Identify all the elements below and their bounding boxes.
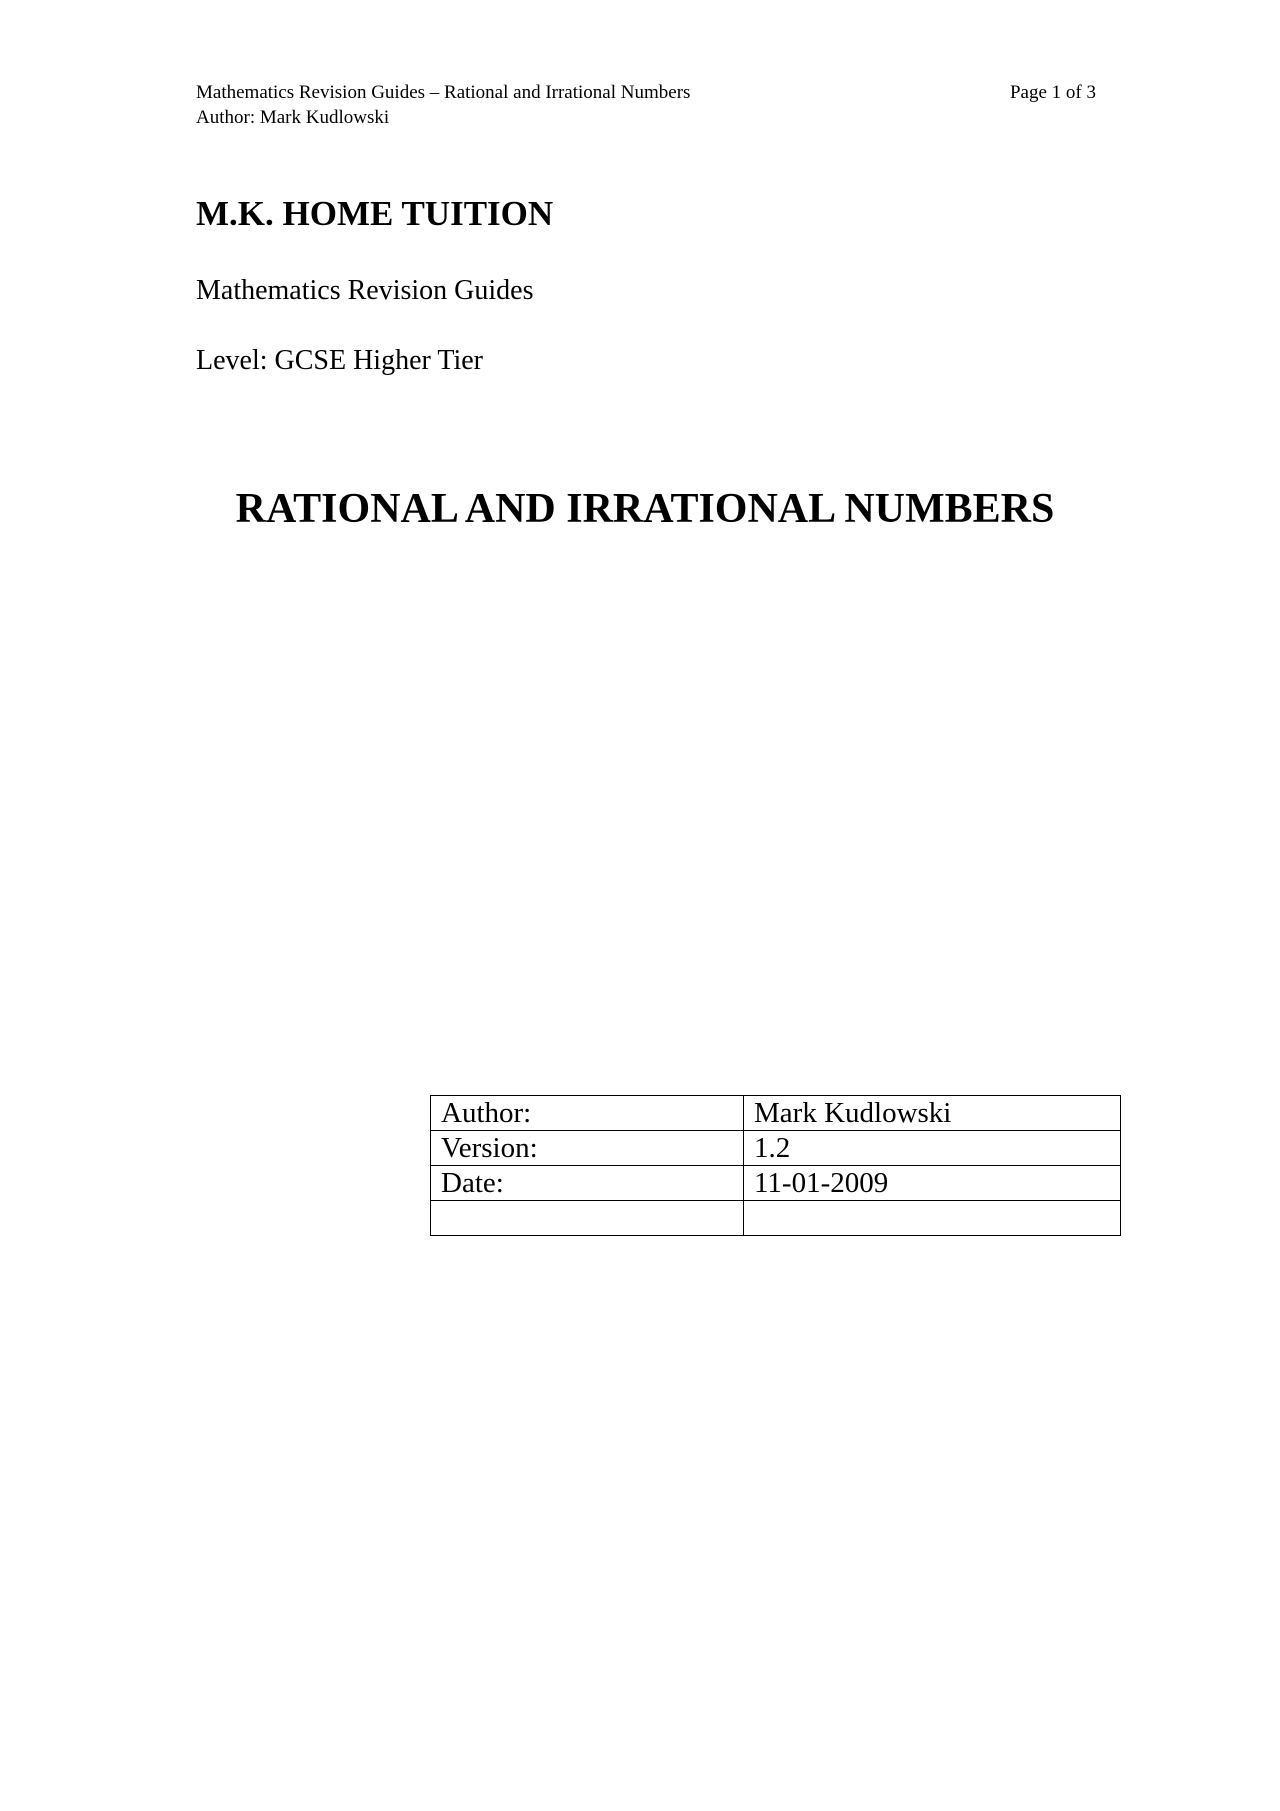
- table-row: [431, 1096, 1121, 1131]
- table-row: [431, 1201, 1121, 1236]
- guide-title: Mathematics Revision Guides – Rational and Irrational Numbers: [196, 82, 691, 103]
- level-label: Level: GCSE Higher Tier: [196, 345, 483, 376]
- empty-value-cell: [744, 1201, 1121, 1236]
- date-value-cell: 11-01-2009: [744, 1166, 1121, 1201]
- empty-label-cell: [431, 1201, 744, 1236]
- organisation-name: M.K. HOME TUITION: [196, 194, 554, 233]
- running-header: [196, 80, 1096, 130]
- version-label-cell: Version:: [431, 1131, 744, 1166]
- table-row: [431, 1166, 1121, 1201]
- author-label-cell: Author:: [431, 1096, 744, 1131]
- table-row: [431, 1131, 1121, 1166]
- document-title: RATIONAL AND IRRATIONAL NUMBERS: [235, 486, 1055, 532]
- series-name: Mathematics Revision Guides: [196, 275, 534, 306]
- page-indicator: Page 1 of 3: [1009, 82, 1096, 103]
- date-label-cell: Date:: [431, 1166, 744, 1201]
- header-author-line: Author: Mark Kudlowski: [196, 107, 390, 128]
- author-value-cell: Mark Kudlowski: [744, 1096, 1121, 1131]
- document-info-table: [430, 1095, 1121, 1236]
- version-value-cell: 1.2: [744, 1131, 1121, 1166]
- running-header-row: [196, 80, 1096, 105]
